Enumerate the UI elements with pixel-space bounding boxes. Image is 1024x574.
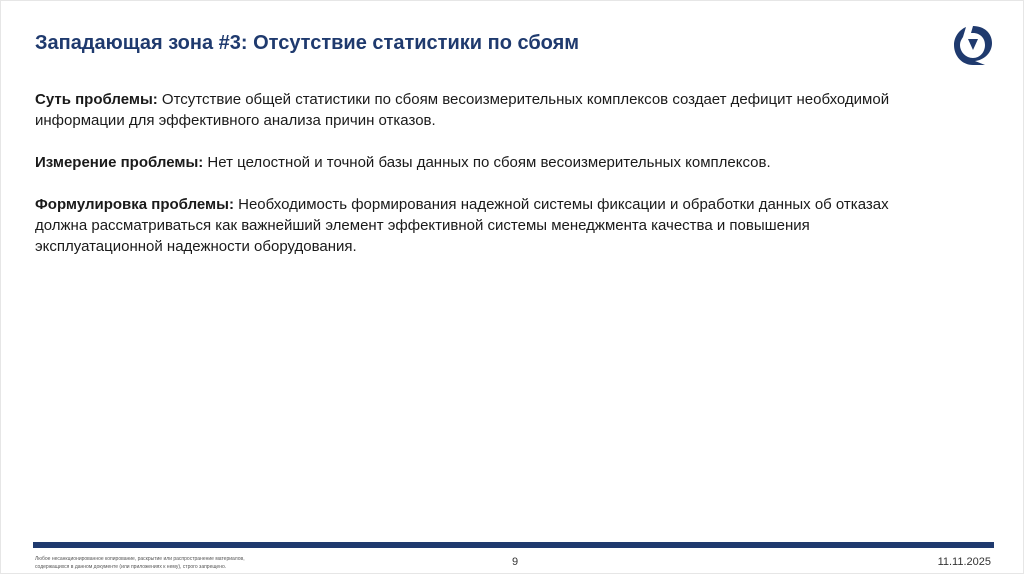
company-logo-icon bbox=[951, 23, 995, 67]
disclaimer-line: Любое несанкционированное копирование, раскрытие или распространение материалов, bbox=[35, 556, 245, 562]
page-number: 9 bbox=[511, 556, 519, 568]
paragraph-label: Формулировка проблемы: bbox=[35, 196, 234, 213]
paragraph-text: Нет целостной и точной базы данных по сбоям весоизмерительных комплексов. bbox=[203, 154, 771, 171]
slide-content bbox=[35, 89, 935, 278]
footer-divider bbox=[33, 542, 994, 548]
footer-disclaimer bbox=[35, 555, 275, 571]
paragraph-problem-statement bbox=[35, 194, 935, 257]
paragraph-text: Необходимость формирования надежной системы фиксации и обработки данных об отказах должна рассматриваться как важнейший элемент эффективной системы менеджмента качества и повышения эксплуатационной надежности оборудования. bbox=[35, 196, 889, 255]
paragraph-problem-essence bbox=[35, 89, 935, 131]
paragraph-label: Измерение проблемы: bbox=[35, 154, 204, 171]
paragraph-text: Отсутствие общей статистики по сбоям весоизмерительных комплексов создает дефицит необходимой информации для эффективного анализа причин отказов. bbox=[35, 91, 890, 129]
disclaimer-line: содержащихся в данном документе (или приложениях к нему), строго запрещено. bbox=[35, 564, 227, 570]
paragraph-problem-measurement bbox=[35, 152, 935, 173]
slide-date: 11.11.2025 bbox=[937, 556, 991, 568]
paragraph-label: Суть проблемы: bbox=[35, 91, 158, 108]
slide-title: Западающая зона #3: Отсутствие статистики по сбоям bbox=[35, 32, 580, 54]
